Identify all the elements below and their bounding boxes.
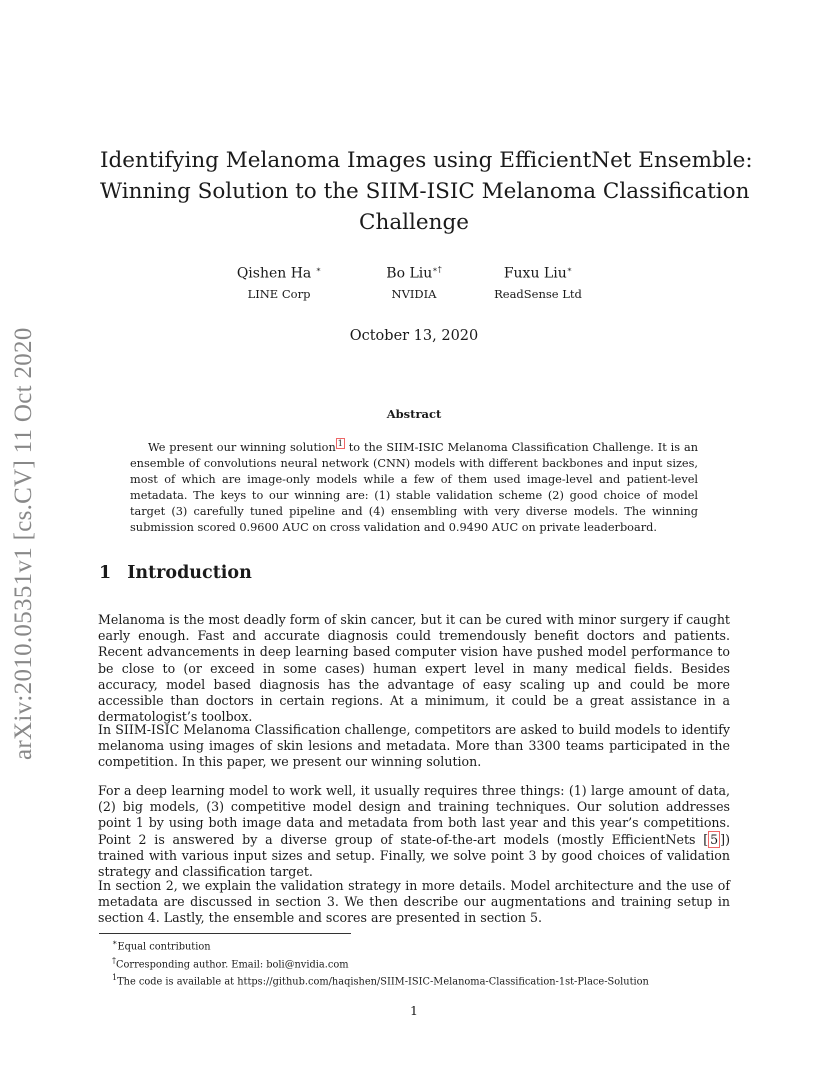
- title-line-3: Challenge: [359, 210, 469, 235]
- title-line-1: Identifying Melanoma Images using EfficientNet Ensemble:: [100, 148, 753, 173]
- author-name: Fuxu Liu∗: [503, 265, 573, 282]
- author-affiliation: LINE Corp: [247, 286, 311, 301]
- author-affiliation: NVIDIA: [391, 286, 437, 301]
- author-name: Bo Liu∗†: [386, 265, 442, 282]
- citation-link[interactable]: 5: [710, 831, 719, 847]
- author-block-3: [478, 265, 598, 301]
- abstract-text: We present our winning solution $^1$ to the SIIM-ISIC Melanoma Classification Challenge. It is an ensemble of convolutions neural network (CNN) models with different backbones and input sizes, most of which are image-only models while a few of them used image-level and patient-level metadata. The keys to our winning are: (1) stable validation scheme (2) good choice of model target (3) carefully tuned pipeline and (4) ensembling with very diverse models. The winning submission scored 0.9600 AUC on cross validation and 0.9490 AUC on private leaderboard.: [130, 439, 698, 534]
- title-line-2: Winning Solution to the SIIM-ISIC Melanoma Classification: [100, 179, 750, 204]
- author-block-1: [219, 265, 339, 301]
- paper-title: [100, 145, 753, 238]
- paragraph-4: In section 2, we explain the validation strategy in more details. Model architecture and the use of metadata are discussed in section 3. We then describe our augmentations and training setup in section 4. Lastly, the ensemble and scores are presented in section 5.: [98, 878, 730, 926]
- footnote-3: $^1$The code is available at https://github.com/haqishen/SIIM-ISIC-Melanoma-Classification-1st-Place-Solution: [112, 973, 649, 988]
- author-affiliation: ReadSense Ltd: [494, 286, 582, 301]
- arxiv-sidebar-stamp: arXiv:2010.05351v1 [cs.CV] 11 Oct 2020: [10, 327, 37, 760]
- paragraph-3: For a deep learning model to work well, it usually requires three things: (1) large amount of data, (2) big models, (3) competitive model design and training techniques. Our solution addresses point 1 by using both image data and metadata from both last year and this year’s competitions. Point 2 is answered by a diverse group of state-of-the-art models (mostly EfficientNets [ 5 ]) trained with various input sizes and setup. Finally, we solve point 3 by good choices of validation strategy and classification target.: [98, 783, 730, 880]
- paragraph-2: In SIIM-ISIC Melanoma Classification challenge, competitors are asked to build models to identify melanoma using images of skin lesions and metadata. More than 3300 teams participated in the competition. In this paper, we present our winning solution.: [98, 722, 730, 770]
- footnote-2: †Corresponding author. Email: boli@nvidia.com: [112, 955, 349, 970]
- page-number: 1: [410, 1003, 418, 1018]
- footnote-divider: [99, 933, 351, 934]
- author-name: Qishen Ha ∗: [236, 265, 322, 282]
- footnote-link[interactable]: 1: [337, 439, 343, 448]
- paragraph-1: Melanoma is the most deadly form of skin cancer, but it can be cured with minor surgery if caught early enough. Fast and accurate diagnosis could tremendously benefit doctors and patients. Recent advancements in deep learning based computer vision have pushed model performance to be close to (or exceed in some cases) human expert level in many medical fields. Besides accuracy, model based diagnosis has the advantage of easy scaling up and could be more accessible than doctors in certain regions. At a minimum, it could be a great assistance in a dermatologist’s toolbox.: [98, 612, 730, 725]
- footnotes: [112, 936, 649, 989]
- section-heading-introduction: 1 Introduction: [99, 563, 252, 583]
- author-block-2: [354, 265, 474, 301]
- abstract-heading: Abstract: [386, 407, 442, 421]
- paper-date: October 13, 2020: [349, 328, 479, 344]
- footnote-1: ∗Equal contribution: [112, 938, 211, 953]
